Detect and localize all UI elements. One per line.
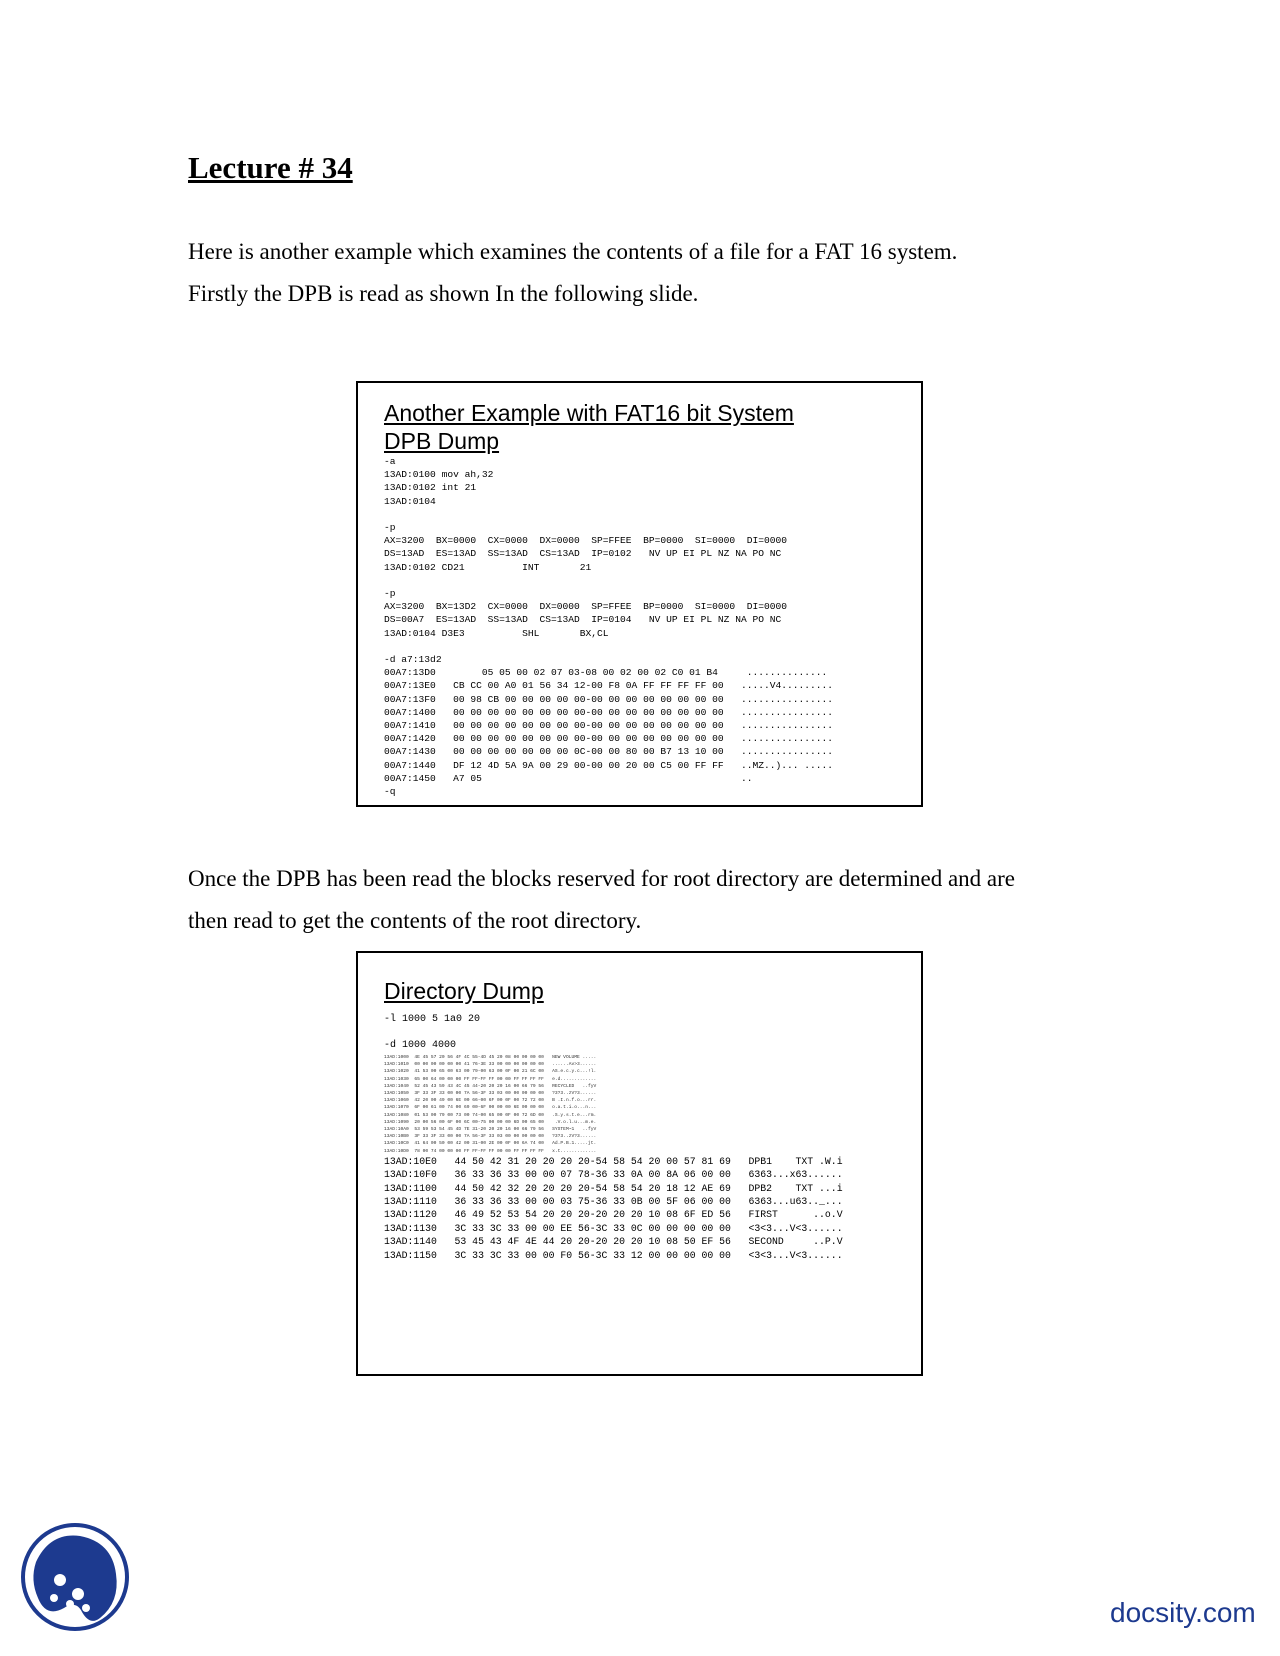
dpb-dump-text: -a 13AD:0100 mov ah,32 13AD:0102 int 21 13AD:0104 -p AX=3200 BX=0000 CX=0000 DX=0000 SP=FFEE BP=0000 SI=0000 DI=0000 DS=13AD ES=13AD SS=13AD CS=13AD IP=0102 NV UP EI PL NZ NA PO NC 13AD:0102 CD21 INT 21 -p AX=3200 BX=13D2 CX=0000 DX=0000 SP=FFEE BP=0000 SI=0000 DI=0000 DS=00A7 ES=13AD SS=13AD CS=13AD IP=0104 NV UP EI PL NZ NA PO NC 13AD:0104 D3E3 SHL BX,CL -d a7:13d2 00A7:13D0 05 05 00 02 07 03-08 00 02 00 02 C0 01 B4 .............. 00A7:13E0 CB CC 00 A0 01 56 34 12-00 F8 0A FF FF FF FF 00 .....V4......... 00A7:13F0 00 98 CB 00 00 00 00 00-00 00 00 00 00 00 00 00 ................ 00A7:1400 00 00 00 00 00 00 00 00-00 00 00 00 00 00 00 00 ................ 00A7:1410 00 00 00 00 00 00 00 00-00 00 00 00 00 00 00 00 ................ 00A7:1420 00 00 00 00 00 00 00 00-00 00 00 00 00 00 00 00 ................ 00A7:1430 00 00 00 00 00 00 00 0C-00 00 80 00 B7 13 10 00 ................ 00A7:1440 DF 12 4D 5A 9A 00 29 00-00 00 20 00 C5 00 FF FF ..MZ..)... ..... 00A7:1450 A7 05 .. -q bbox=[384, 456, 834, 798]
docsity-logo-icon[interactable] bbox=[20, 1522, 130, 1632]
docsity-brand-link[interactable]: docsity.com bbox=[1110, 1597, 1256, 1628]
middle-line-2: then read to get the contents of the root directory. bbox=[188, 908, 642, 933]
directory-dump-slide bbox=[356, 951, 923, 1376]
intro-line-2: Firstly the DPB is read as shown In the following slide. bbox=[188, 281, 699, 306]
directory-dump-small: 13AD:1000 4E 45 57 20 56 4F 4C 55-4D 45 20 08 00 00 00 00 NEW VOLUME ..... 13AD:1010 00 00 00 00 00 00 41 76-3E 33 00 00 00 00 00 00 ......Av>3...... 13AD:1020 41 53 00 65 00 63 00 79-00 63 00 0F 00 21 6C 00 AS.e.c.y.c...!l. 13AD:1030 65 00 64 00 00 00 FF FF-FF FF 00 00 FF FF FF FF e.d............. 13AD:1040 52 45 43 59 43 4C 45 44-20 20 20 16 00 66 79 56 RECYCLED ..fyV 13AD:1050 3F 33 3F 33 00 00 7A 56-3F 33 03 00 00 00 00 00 ?3?3..zV?3...... 13AD:1060 42 20 00 49 00 6E 00 66-00 6F 00 0F 00 72 72 00 B .I.n.f.o...rr. 13AD:1070 6F 00 61 00 74 00 69 00-6F 00 00 00 6E 00 00 00 o.a.t.i.o...n... 13AD:1080 01 53 00 79 00 73 00 74-00 65 00 0F 00 72 6D 00 .S.y.s.t.e...rm. 13AD:1090 20 00 56 00 6F 00 6C 00-75 00 00 00 6D 00 65 00 .V.o.l.u...m.e. 13AD:10A0 53 59 53 54 45 4D 7E 31-20 20 20 16 00 66 79 56 SYSTEM~1 ..fyV 13AD:10B0 3F 33 3F 33 00 00 7A 56-3F 33 03 00 00 00 00 00 ?3?3..zV?3...... 13AD:10C0 41 64 00 50 00 42 00 31-00 2E 00 0F 00 6A 74 00 Ad.P.B.1.....jt. 13AD:10D0 78 00 74 00 00 00 FF FF-FF FF 00 00 FF FF FF FF x.t............. bbox=[384, 1055, 597, 1154]
intro-line-1: Here is another example which examines the contents of a file for a FAT 16 system. bbox=[188, 239, 958, 264]
dpb-dump-slide bbox=[356, 381, 923, 807]
middle-line-1: Once the DPB has been read the blocks reserved for root directory are determined and are bbox=[188, 866, 1016, 891]
slide-subtitle: DPB Dump bbox=[384, 428, 500, 454]
slide-title: Another Example with FAT16 bit System bbox=[384, 400, 794, 426]
debug-commands: -l 1000 5 1a0 20 -d 1000 4000 bbox=[384, 1014, 481, 1051]
slide-title: Directory Dump bbox=[384, 978, 544, 1004]
directory-dump-text: 13AD:10E0 44 50 42 31 20 20 20 20-54 58 54 20 00 57 81 69 DPB1 TXT .W.i 13AD:10F0 36 33 36 33 00 00 07 78-36 33 0A 00 8A 06 00 00 6363...x63...... 13AD:1100 44 50 42 32 20 20 20 20-54 58 54 20 18 12 AE 69 DPB2 TXT ...i 13AD:1110 36 33 36 33 00 00 03 75-36 33 0B 00 5F 06 00 00 6363...u63.._... 13AD:1120 46 49 52 53 54 20 20 20-20 20 20 10 08 6F ED 56 FIRST ..o.V 13AD:1130 3C 33 3C 33 00 00 EE 56-3C 33 0C 00 00 00 00 00 <3<3...V<3...... 13AD:1140 53 45 43 4F 4E 44 20 20-20 20 20 10 08 50 EF 56 SECOND ..P.V 13AD:1150 3C 33 3C 33 00 00 F0 56-3C 33 12 00 00 00 00 00 <3<3...V<3...... bbox=[384, 1155, 843, 1261]
lecture-heading: Lecture # 34 bbox=[188, 150, 353, 185]
